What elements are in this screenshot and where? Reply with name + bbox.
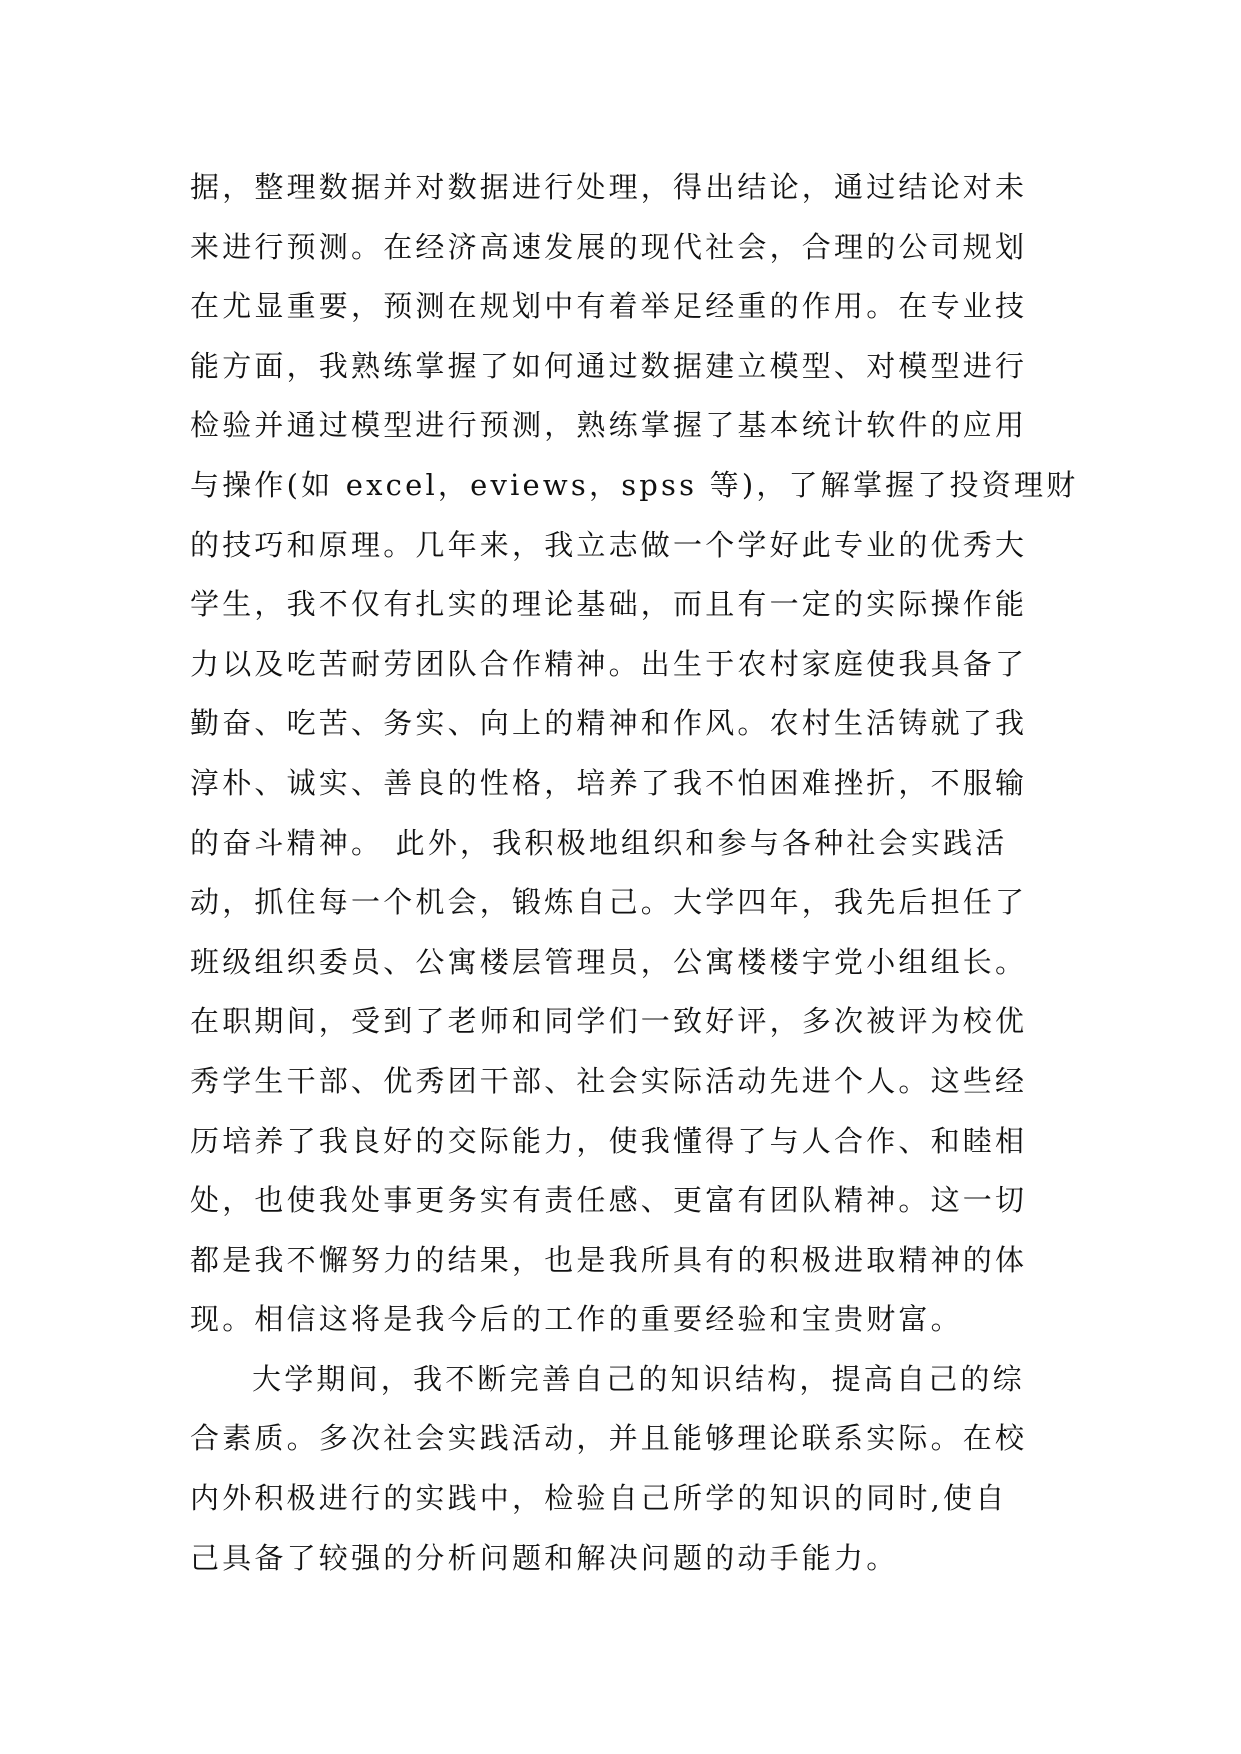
text-line: 内外积极进行的实践中，检验自己所学的知识的同时,使自 <box>190 1481 1008 1516</box>
text-line: 秀学生干部、优秀团干部、社会实际活动先进个人。这些经 <box>190 1063 1028 1098</box>
text-line: 现。相信这将是我今后的工作的重要经验和宝贵财富。 <box>190 1302 963 1337</box>
text-line: 处，也使我处事更务实有责任感、更富有团队精神。这一切 <box>190 1183 1028 1218</box>
text-line: 据，整理数据并对数据进行处理，得出结论，通过结论对未 <box>190 170 1028 204</box>
text-line: 来进行预测。在经济高速发展的现代社会，合理的公司规划 <box>190 229 1028 264</box>
text-line: 力以及吃苦耐劳团队合作精神。出生于农村家庭使我具备了 <box>190 646 1028 681</box>
text-line: 淳朴、诚实、善良的性格，培养了我不怕困难挫折，不服输 <box>190 765 1028 800</box>
text-line: 大学期间，我不断完善自己的知识结构，提高自己的综 <box>252 1361 1025 1396</box>
text-line: 在职期间，受到了老师和同学们一致好评，多次被评为校优 <box>190 1004 1028 1039</box>
paragraph-1 <box>190 158 1079 1350</box>
text-line: 都是我不懈努力的结果，也是我所具有的积极进取精神的体 <box>190 1242 1028 1277</box>
text-line: 班级组织委员、公寓楼层管理员，公寓楼楼宇党小组组长。 <box>190 944 1028 979</box>
text-line: 勤奋、吃苦、务实、向上的精神和作风。农村生活铸就了我 <box>190 706 1028 741</box>
text-line: 在尤显重要，预测在规划中有着举足经重的作用。在专业技 <box>190 289 1028 324</box>
body-text <box>190 158 1079 1588</box>
text-line: 的技巧和原理。几年来，我立志做一个学好此专业的优秀大 <box>190 527 1028 562</box>
text-line: 的奋斗精神。 此外，我积极地组织和参与各种社会实践活 <box>190 825 1008 860</box>
text-line: 己具备了较强的分析问题和解决问题的动手能力。 <box>190 1540 899 1575</box>
text-line: 与操作(如 excel，eviews，spss 等)，了解掌握了投资理财 <box>190 467 1079 502</box>
text-line: 检验并通过模型进行预测，熟练掌握了基本统计软件的应用 <box>190 408 1028 443</box>
text-line: 能方面，我熟练掌握了如何通过数据建立模型、对模型进行 <box>190 348 1028 383</box>
paragraph-2 <box>190 1350 1060 1588</box>
text-line: 动，抓住每一个机会，锻炼自己。大学四年，我先后担任了 <box>190 885 1028 920</box>
text-line: 学生，我不仅有扎实的理论基础，而且有一定的实际操作能 <box>190 587 1028 622</box>
text-line: 合素质。多次社会实践活动，并且能够理论联系实际。在校 <box>190 1421 1028 1456</box>
text-line: 历培养了我良好的交际能力，使我懂得了与人合作、和睦相 <box>190 1123 1028 1158</box>
